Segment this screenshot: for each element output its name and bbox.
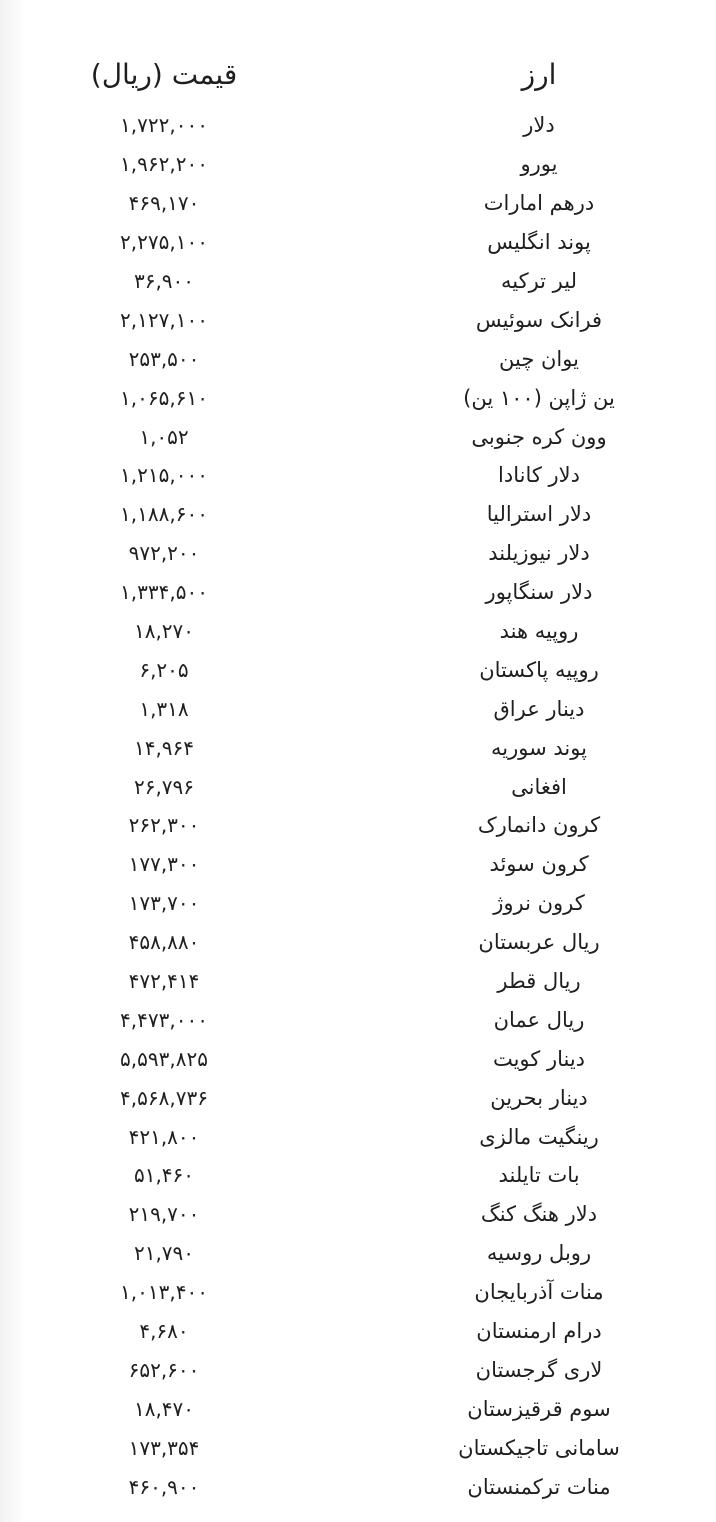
currency-name: یورو xyxy=(520,152,558,177)
table-row xyxy=(0,1039,716,1078)
table-row xyxy=(0,495,716,534)
currency-price: ۱,۳۱۸ xyxy=(139,696,189,721)
table-row xyxy=(0,1117,716,1156)
currency-price: ۱۸,۲۷۰ xyxy=(133,619,195,644)
table-row xyxy=(0,1000,716,1039)
currency-name: ریال عمان xyxy=(493,1007,585,1032)
table-row xyxy=(0,534,716,573)
currency-price: ۴,۵۶۸,۷۳۶ xyxy=(120,1085,208,1110)
table-row xyxy=(0,417,716,456)
currency-price: ۱,۱۸۸,۶۰۰ xyxy=(120,502,208,527)
currency-price: ۱۷۷,۳۰۰ xyxy=(128,852,200,877)
currency-price: ۴۶۹,۱۷۰ xyxy=(128,191,200,216)
currency-name: ین ژاپن (۱۰۰ ین) xyxy=(463,385,615,410)
currency-name: دلار هنگ کنگ xyxy=(480,1202,598,1227)
currency-price: ۶۵۲,۶۰۰ xyxy=(128,1357,200,1382)
currency-name: دلار استرالیا xyxy=(486,502,592,527)
table-row xyxy=(0,1389,716,1428)
table-row xyxy=(0,106,716,145)
currency-price: ۴۶۰,۹۰۰ xyxy=(128,1474,200,1499)
table-row xyxy=(0,300,716,339)
currency-price: ۵۱,۴۶۰ xyxy=(133,1163,195,1188)
currency-price: ۴,۶۸۰ xyxy=(139,1319,189,1344)
table-row xyxy=(0,1156,716,1195)
table-row xyxy=(0,845,716,884)
currency-name: یوان چین xyxy=(499,346,579,371)
currency-name: وون کره جنوبی xyxy=(471,424,607,449)
currency-name: پوند انگلیس xyxy=(487,230,591,255)
currency-price: ۱,۳۳۴,۵۰۰ xyxy=(120,580,208,605)
currency-price: ۲۱,۷۹۰ xyxy=(133,1241,195,1266)
currency-name: لیر ترکیه xyxy=(500,269,578,293)
currency-price: ۲۶۲,۳۰۰ xyxy=(128,813,200,838)
table-row xyxy=(0,456,716,495)
currency-name: دینار بحرین xyxy=(490,1085,588,1110)
currency-price: ۲,۱۲۷,۱۰۰ xyxy=(120,307,208,332)
currency-name: کرون دانمارک xyxy=(477,813,601,838)
table-row xyxy=(0,339,716,378)
table-row xyxy=(0,1351,716,1390)
currency-price: ۱,۹۶۲,۲۰۰ xyxy=(120,152,208,177)
currency-price: ۴۵۸,۸۸۰ xyxy=(128,930,200,955)
currency-price: ۲۱۹,۷۰۰ xyxy=(128,1202,200,1227)
table-row xyxy=(0,612,716,651)
header-currency: ارز xyxy=(521,57,557,91)
currency-name: رینگیت مالزی xyxy=(479,1124,599,1149)
currency-name: دلار سنگاپور xyxy=(485,580,593,605)
currency-price: ۱,۰۱۳,۴۰۰ xyxy=(120,1280,208,1305)
currency-price: ۱,۷۲۲,۰۰۰ xyxy=(120,113,208,138)
header-price: قیمت (ریال) xyxy=(90,57,238,91)
currency-price: ۲,۲۷۵,۱۰۰ xyxy=(120,230,208,255)
currency-name: درام ارمنستان xyxy=(476,1319,602,1344)
currency-price: ۹۷۲,۲۰۰ xyxy=(128,541,200,566)
table-row xyxy=(0,767,716,806)
currency-name: دلار xyxy=(523,113,555,138)
table-row xyxy=(0,923,716,962)
currency-name: دلار نیوزیلند xyxy=(488,541,590,566)
currency-name: ریال قطر xyxy=(497,969,581,994)
table-body xyxy=(0,106,716,1506)
currency-price: ۱,۰۵۲ xyxy=(139,424,189,449)
currency-price: ۲۶,۷۹۶ xyxy=(133,774,195,799)
currency-name: سامانی تاجیکستان xyxy=(458,1435,620,1460)
currency-price: ۴,۴۷۳,۰۰۰ xyxy=(120,1007,208,1032)
currency-name: دینار عراق xyxy=(493,696,585,721)
currency-name: دلار کانادا xyxy=(498,463,580,488)
table-row xyxy=(0,573,716,612)
table-row xyxy=(0,1467,716,1506)
currency-name: لاری گرجستان xyxy=(475,1357,603,1382)
currency-price: ۱۸,۴۷۰ xyxy=(133,1396,195,1421)
currency-name: سوم قرقیزستان xyxy=(467,1396,611,1421)
table-header xyxy=(0,52,716,96)
table-row xyxy=(0,1234,716,1273)
currency-name: ریال عربستان xyxy=(478,930,600,955)
currency-name: کرون سوئد xyxy=(489,852,589,877)
currency-price-table xyxy=(0,52,716,1506)
table-row xyxy=(0,1195,716,1234)
currency-name: کرون نروژ xyxy=(493,891,585,916)
currency-price: ۱۷۳,۷۰۰ xyxy=(128,891,200,916)
table-row xyxy=(0,1273,716,1312)
table-row xyxy=(0,1428,716,1467)
table-row xyxy=(0,1312,716,1351)
currency-name: روپیه هند xyxy=(499,619,579,644)
table-row xyxy=(0,962,716,1001)
currency-name: افغانی xyxy=(511,774,567,799)
currency-name: پوند سوریه xyxy=(491,735,587,760)
table-row xyxy=(0,262,716,301)
currency-price: ۱,۰۶۵,۶۱۰ xyxy=(120,385,208,410)
table-row xyxy=(0,884,716,923)
currency-price: ۴۲۱,۸۰۰ xyxy=(128,1124,200,1149)
table-row xyxy=(0,378,716,417)
currency-price: ۱۷۳,۳۵۴ xyxy=(128,1435,200,1460)
table-row xyxy=(0,145,716,184)
currency-name: بات تایلند xyxy=(498,1163,580,1188)
currency-name: روبل روسیه xyxy=(486,1241,592,1266)
currency-price: ۵,۵۹۳,۸۲۵ xyxy=(120,1046,208,1071)
currency-name: فرانک سوئیس xyxy=(475,307,603,332)
currency-name: روپیه پاکستان xyxy=(479,657,599,682)
currency-price: ۱,۲۱۵,۰۰۰ xyxy=(120,463,208,488)
currency-name: منات آذربایجان xyxy=(474,1280,604,1305)
table-row xyxy=(0,223,716,262)
currency-price: ۴۷۲,۴۱۴ xyxy=(128,969,200,994)
currency-name: دینار کویت xyxy=(492,1046,586,1071)
currency-price: ۳۶,۹۰۰ xyxy=(133,269,195,293)
table-row xyxy=(0,1078,716,1117)
currency-price: ۱۴,۹۶۴ xyxy=(133,735,195,760)
currency-price: ۲۵۳,۵۰۰ xyxy=(128,346,200,371)
table-row xyxy=(0,650,716,689)
currency-name: منات ترکمنستان xyxy=(467,1474,611,1499)
table-row xyxy=(0,184,716,223)
currency-price: ۶,۲۰۵ xyxy=(139,657,189,682)
table-row xyxy=(0,689,716,728)
table-row xyxy=(0,806,716,845)
currency-name: درهم امارات xyxy=(483,191,595,216)
table-row xyxy=(0,728,716,767)
